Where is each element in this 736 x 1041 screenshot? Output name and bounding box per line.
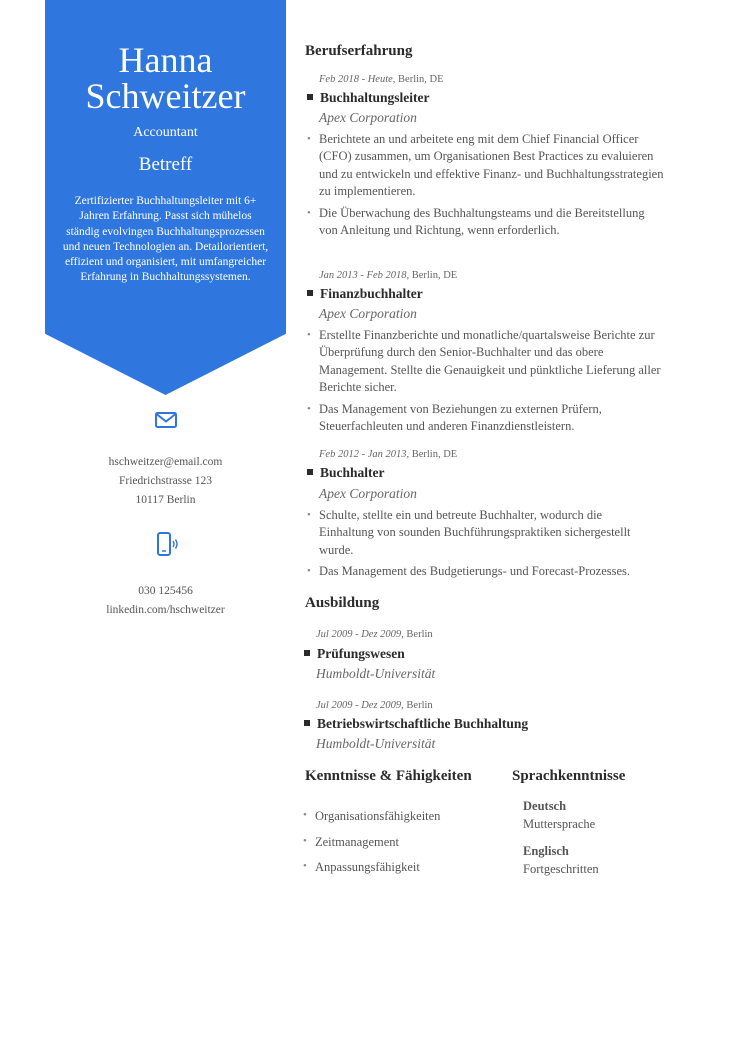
- job-title-line: [307, 90, 430, 106]
- contact-linkedin[interactable]: linkedin.com/hschweitzer: [106, 604, 225, 616]
- contact-street: Friedrichstrasse 123: [119, 475, 212, 487]
- job-position: Finanzbuchhalter: [320, 286, 423, 301]
- job-location: , Berlin, DE: [406, 270, 458, 281]
- job-dates: Feb 2012 - Jan 2013: [319, 449, 407, 460]
- job-date-line: [319, 270, 457, 281]
- job-bullet: • Die Überwachung des Buchhaltungsteams und die Bereitstellung von Anleitung und Richtung, wenn erforderlich.: [319, 205, 664, 240]
- skill-item: • Zeitmanagement: [315, 835, 399, 850]
- edu-location: , Berlin: [401, 629, 433, 640]
- job-bullet: • Schulte, stellte ein und betreute Buchhalter, wodurch die Einhaltung von sounden Buchführungspraktiken sichergestellt wurde.: [319, 507, 659, 559]
- job-date-line: [319, 449, 457, 460]
- languages-heading: Sprachkenntnisse: [512, 768, 626, 784]
- job-company: Apex Corporation: [319, 306, 417, 321]
- last-name: Schweitzer: [85, 76, 246, 116]
- skills-heading: Kenntnisse & Fähigkeiten: [305, 768, 472, 784]
- mail-icon: [152, 406, 180, 434]
- phone-icon: [152, 530, 180, 558]
- job-dates: Jan 2013 - Feb 2018: [319, 270, 407, 281]
- job-location: , Berlin, DE: [406, 449, 458, 460]
- job-title-line: [307, 465, 385, 481]
- square-bullet-icon: [304, 650, 310, 656]
- contact-city: 10117 Berlin: [135, 494, 196, 506]
- edu-degree: Betriebswirtschaftliche Buchhaltung: [317, 716, 529, 731]
- job-position: Buchhalter: [320, 465, 385, 480]
- job-bullet: • Erstellte Finanzberichte und monatliche/quartalsweise Berichte zur Überprüfung durch den Senior-Buchhalter und das obere Management. Stellte die Genauigkeit und pünktliche Lieferung aller Berichte sicher.: [319, 327, 671, 397]
- candidate-name: [45, 42, 286, 114]
- job-bullet: • Berichtete an und arbeitete eng mit dem Chief Financial Officer (CFO) zusammen, um Organisationen Best Practices zu evaluieren und zu entwickeln und effektive Finanz- und Buchhaltungsstrategien zu implementieren.: [319, 131, 664, 201]
- skill-item: • Anpassungsfähigkeit: [315, 860, 420, 875]
- language-name: Deutsch: [523, 799, 567, 813]
- language-level: Fortgeschritten: [523, 862, 599, 876]
- job-bullet: • Das Management von Beziehungen zu externen Prüfern, Steuerfachleuten und anderen Finanzdienstleistern.: [319, 401, 671, 436]
- square-bullet-icon: [307, 94, 313, 100]
- square-bullet-icon: [304, 720, 310, 726]
- edu-school: Humboldt-Universität: [316, 666, 436, 681]
- edu-title-line: [304, 716, 528, 732]
- summary-text: Zertifizierter Buchhaltungsleiter mit 6+ Jahren Erfahrung. Passt sich mühelos ständig evolvingen Buchhaltungsprozessen und neuen Technologien an. Detailorientiert, effizient und organisiert, mit umfangreicher Erfahrung in Buchhaltungssystemen.: [62, 195, 269, 284]
- edu-degree: Prüfungswesen: [317, 646, 405, 661]
- square-bullet-icon: [307, 290, 313, 296]
- job-company: Apex Corporation: [319, 110, 417, 125]
- edu-location: , Berlin: [401, 700, 433, 711]
- job-title-line: [307, 286, 423, 302]
- summary-heading: Betreff: [138, 154, 193, 175]
- edu-date-line: [316, 700, 433, 711]
- contact-email[interactable]: hschweitzer@email.com: [108, 456, 223, 468]
- experience-heading: Berufserfahrung: [305, 43, 413, 59]
- job-date-line: [319, 74, 444, 85]
- job-title: Accountant: [133, 125, 198, 140]
- education-heading: Ausbildung: [305, 595, 380, 611]
- contact-phone[interactable]: 030 125456: [138, 585, 193, 597]
- language-level: Muttersprache: [523, 817, 596, 831]
- edu-dates: Jul 2009 - Dez 2009: [316, 700, 402, 711]
- job-bullet: • Das Management des Budgetierungs- und Forecast-Prozesses.: [319, 563, 699, 580]
- edu-date-line: [316, 629, 433, 640]
- language-name: Englisch: [523, 844, 569, 858]
- skill-item: • Organisationsfähigkeiten: [315, 809, 440, 824]
- job-dates: Feb 2018 - Heute: [319, 74, 393, 85]
- square-bullet-icon: [307, 469, 313, 475]
- job-location: , Berlin, DE: [392, 74, 444, 85]
- edu-title-line: [304, 646, 405, 662]
- first-name: Hanna: [118, 40, 213, 80]
- job-position: Buchhaltungsleiter: [320, 90, 430, 105]
- job-company: Apex Corporation: [319, 486, 417, 501]
- edu-dates: Jul 2009 - Dez 2009: [316, 629, 402, 640]
- edu-school: Humboldt-Universität: [316, 736, 436, 751]
